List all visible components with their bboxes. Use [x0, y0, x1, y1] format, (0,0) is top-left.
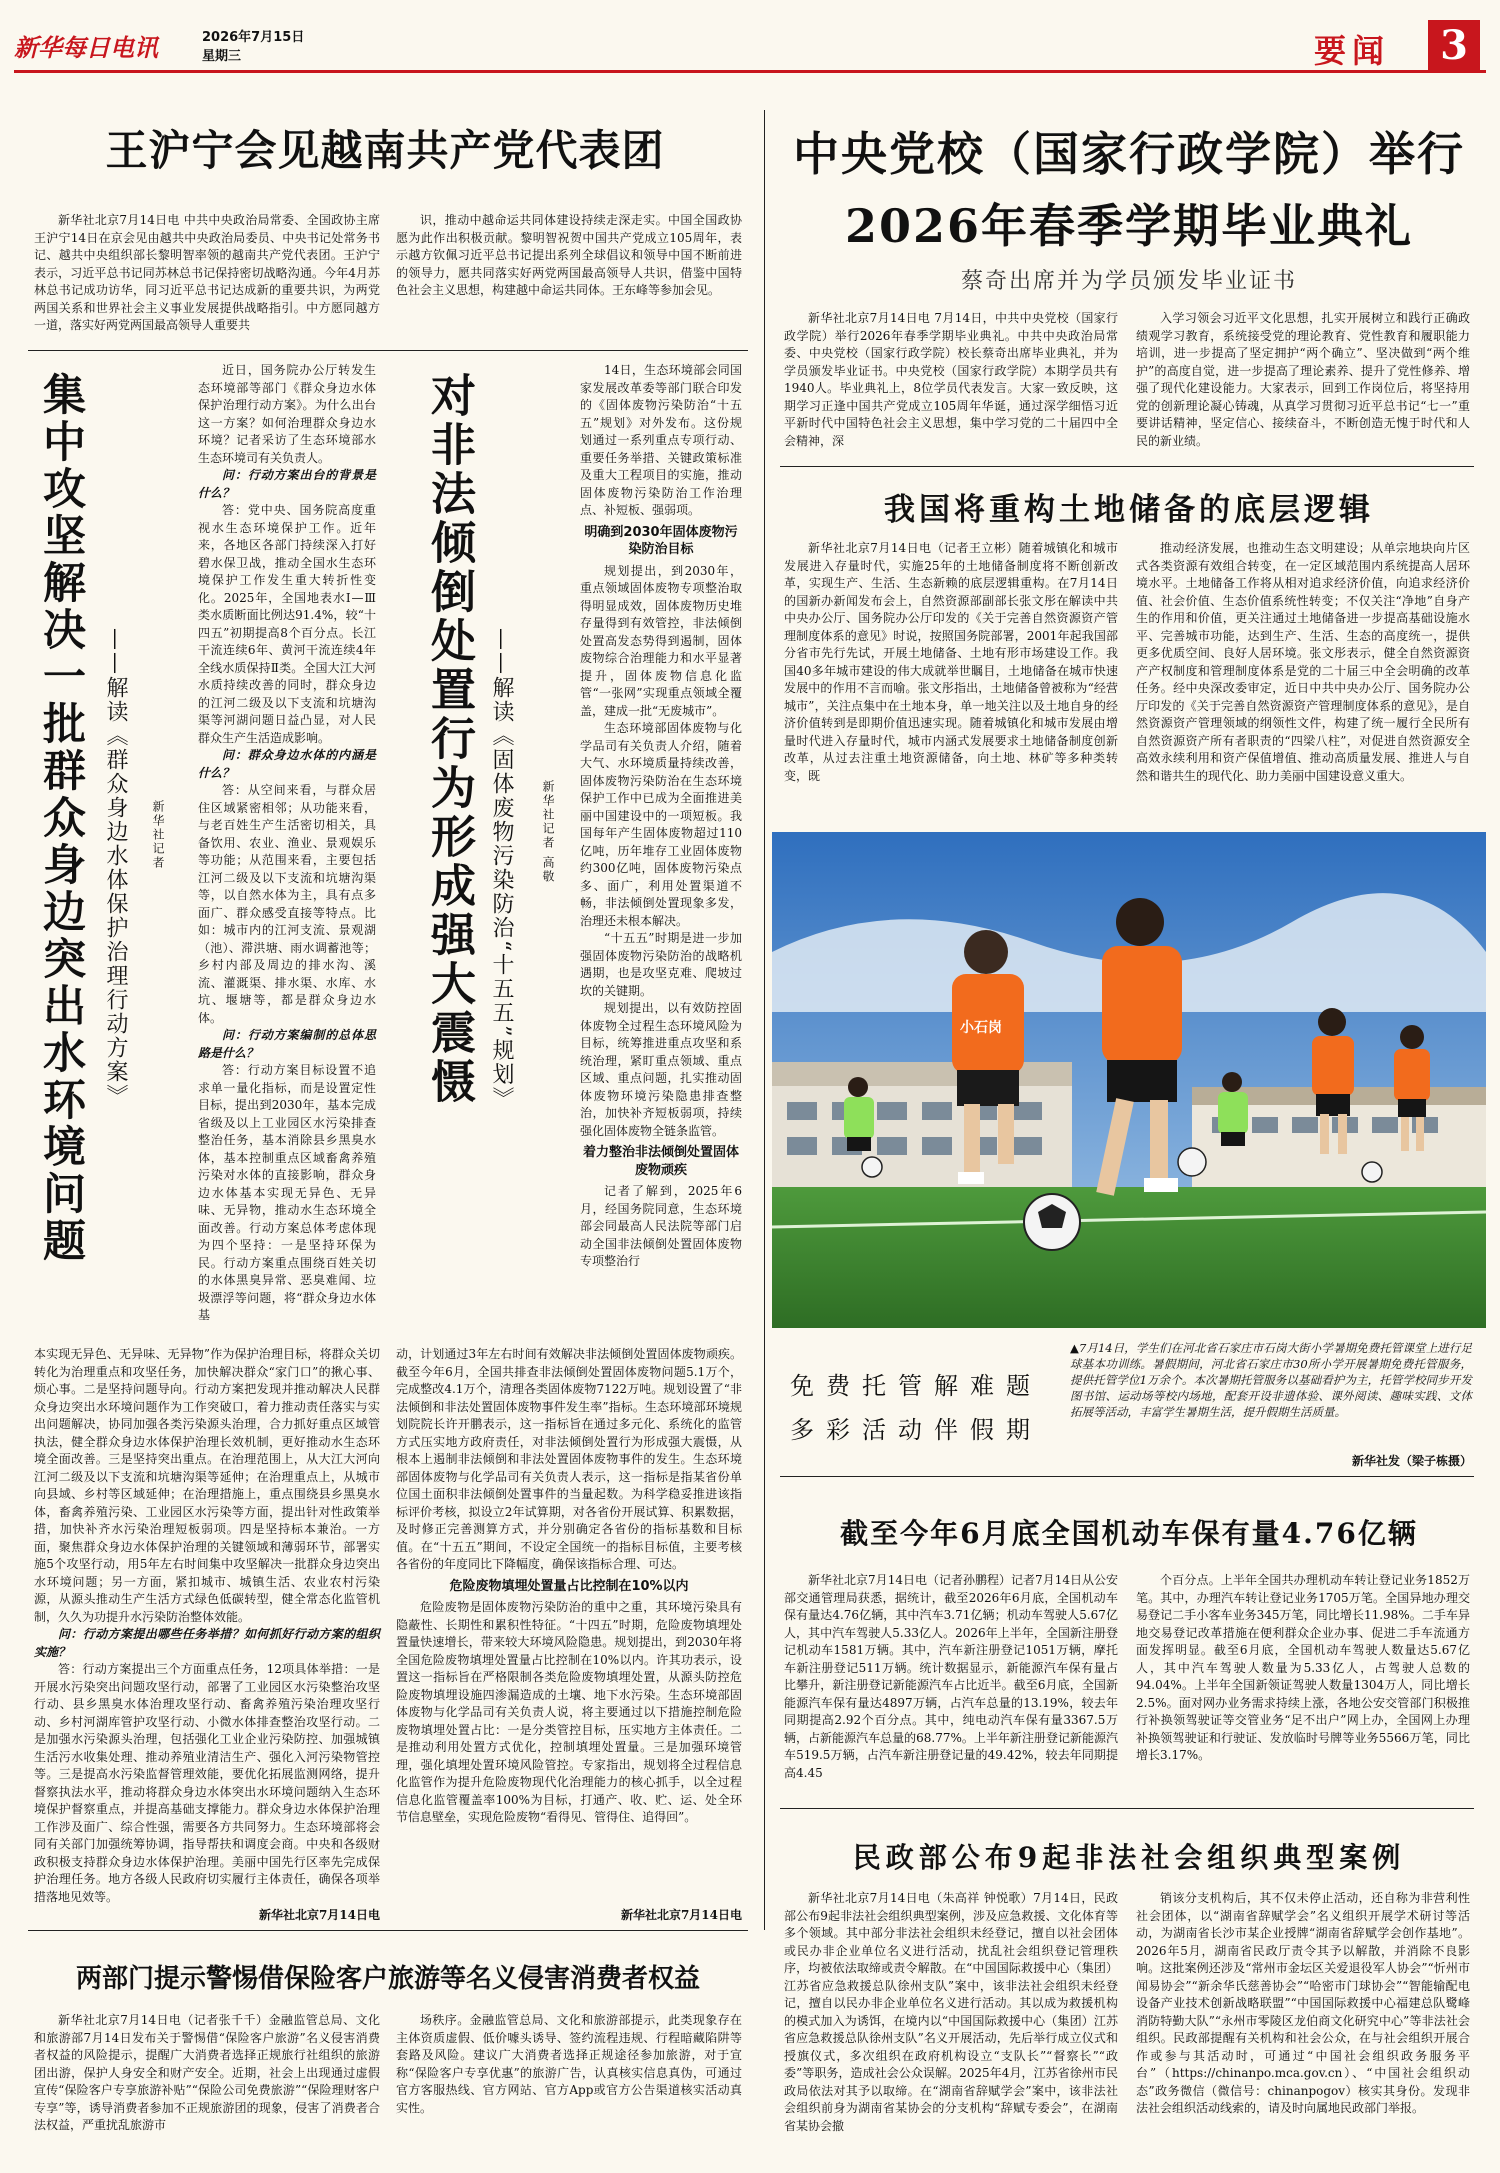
question: 问：行动方案提出哪些任务举措？如何抓好行动方案的组织实施？ [34, 1627, 380, 1659]
article-water-dateline: 新华社北京7月14日电 [258, 1908, 380, 1922]
column-rule-main [764, 110, 765, 1930]
divider-right-3 [780, 1808, 1474, 1809]
masthead-rule [14, 70, 1486, 73]
divider-right-2 [780, 1476, 1474, 1477]
paragraph: 规划提出，以有效防控固体废物全过程生态环境风险为目标，统筹推进重点攻坚和系统治理，紧盯重点领域、重点区域、重点问题，扎实推动固体废物环境污染隐患排查整治，加快补齐短板弱项，持续强化固体废物全链条监管。 [580, 1001, 742, 1138]
article-vehicles-col1: 新华社北京7月14日电（记者孙鹏程）记者7月14日从公安部交通管理局获悉，据统计，截至2026年6月底，全国机动车保有量达4.76亿辆，其中汽车3.71亿辆；机动车驾驶人5.67亿人，其中汽车驾驶人5.33亿人。2026年上半年，全国新注册登记机动车1581万辆。其中，汽车新注册登记1051万辆，摩托车新注册登记511万辆。统计数据显示，新能源汽车保有量占比攀升，新注册登记新能源汽车占比近半。截至6月底，全国新能源汽车保有量达4897万辆，占汽车总量的13.19%，较去年同期提高2.92个百分点。其中，纯电动汽车保有量3367.5万辆，占新能源汽车总量的68.77%。上半年新注册登记新能源汽车519.5万辆，占汽车新注册登记量的49.42%，较去年同期提高4.45 [784, 1573, 1118, 1780]
paragraph: 答：行动方案目标设置不追求单一量化指标，而是设置定性目标，提出到2030年，基本完成省级及以上工业园区水污染排查整治任务，基本消除县乡黑臭水体，基本控制重点区域畜禽养殖污染对水体的直接影响，群众身边水体基本实现无异色、无异味、无异物，推动水生态环境全面改善。行动方案总体考虑体现为四个坚持：一是坚持环保为民。行动方案重点围绕百姓关切的水体黑臭异常、恶臭难闻、垃圾漂浮等问题，将“群众身边水体基 [198, 1063, 376, 1322]
paragraph: “十五五”时期是进一步加强固体废物污染防治的战略机遇期，也是攻坚克难、爬坡过坎的关键期。 [580, 931, 742, 998]
article-water-title: 集中攻坚解决一批群众身边突出水环境问题 [36, 372, 86, 1265]
subheading: 着力整治非法倾倒处置固体废物顽疾 [582, 1145, 739, 1178]
article-insurance-title: 两部门提示警惕借保险客户旅游等名义侵害消费者权益 [75, 1964, 700, 1994]
article-wanghuning-title: 王沪宁会见越南共产党代表团 [105, 126, 665, 175]
page-number: 3 [1440, 22, 1468, 69]
photo-caption-heading-1: 免费托管解难题 [790, 1372, 1042, 1400]
page-number-badge [1428, 20, 1480, 72]
article-water-byline: 新华社记者 [151, 800, 165, 870]
subheading: 危险废物填埋处置量占比控制在10%以内 [449, 1578, 689, 1594]
subheading: 明确到2030年固体废物污染防治目标 [584, 524, 738, 557]
article-insurance-col2: 场秩序。金融监管总局、文化和旅游部提示，此类现象存在主体资质虚假、低价噱头诱导、签约流程违规、行程暗藏陷阱等套路及风险。建议广大消费者选择正规途径参加旅游，对于宣称“保险客户专享优惠”的旅游广告，认真核实信息真伪，可通过官方客服热线、官方网站、官方App或官方公告渠道核实活动真实性。 [396, 2013, 742, 2115]
article-water-body [198, 362, 376, 1344]
article-waste-body-wide [396, 1346, 742, 1894]
photo-illustration [772, 832, 1486, 1328]
question: 问：行动方案出台的背景是什么？ [198, 468, 376, 500]
article-waste-byline: 新华社记者 高敬 [541, 780, 555, 884]
divider-left-2 [28, 1930, 748, 1931]
article-socialorg-title: 民政部公布9起非法社会组织典型案例 [852, 1841, 1406, 1874]
paper-logo: 新华每日电讯 [14, 33, 158, 62]
article-waste-dateline: 新华社北京7月14日电 [620, 1908, 742, 1922]
issue-date: 2026年7月15日 [202, 30, 305, 45]
article-vehicles-title: 截至今年6月底全国机动车保有量4.76亿辆 [840, 1517, 1418, 1550]
article-land-col1: 新华社北京7月14日电（记者王立彬）随着城镇化和城市发展进入存量时代，实施25年的土地储备制度将不断创新改革，实现生产、生活、生态新赖的底层逻辑重构。在7月14日的国新办新闻发布会上，自然资源部副部长张文彤在解读中共中央办公厅、国务院办公厅印发的《关于完善自然资源资产管理制度体系的意见》时说，按照国务院部署，2001年起我国部分省市先行先试，开展土地储备、土地有形市场建设工作。我国40多年城市建设的伟大成就举世瞩目，土地储备在城市快速发展中的作用不言而喻。张文彤指出，土地储备曾被称为“经营城市”，关注点集中在土地本身，单一地关注以及土地自身的经济价值转到是即期价值迅速实现。随着城镇化和城市发展由增量时代进入存量时代，城市内涵式发展要求土地储备制度创新改革，从过去注重土地资源储备，向土地、林矿等多种类转变，既 [784, 541, 1118, 783]
divider-right-1 [780, 466, 1474, 467]
divider-left-1 [28, 350, 748, 351]
paragraph: 本实现无异色、无异味、无异物”作为保护治理目标，将群众关切转化为治理重点和攻坚任务，加快解决群众“家门口”的揪心事、烦心事。二是坚持问题导向。行动方案把发现并推动解决人民群众身边突出水环境问题作为工作突破口，着力推动责任落实与实出问题解决，协同加强各类污染源头治理，合力抓好重点区域管执法，健全群众身边水体保护治理长效机制，更好推动水生态环境全面改善。三是坚持突出重点。在治理范围上，从大江大河向江河二级及以下支流和坑塘沟渠等延伸；在治理重点上，从城市向县域、乡村等区域延伸；在治理措施上，重点围绕县乡黑臭水体，畜禽养殖污染、工业园区水污染等方面，提出针对性政策举措，加快补齐水污染治理短板弱项。四是坚持标本兼治。一方面，聚焦群众身边水体保护治理的关键领域和薄弱环节，部署实施5个攻坚行动，用5年左右时间集中攻坚解决一批群众身边突出水环境问题；另一方面，紧扣城市、城镇生活、农业农村污染源，从源头推动生产生活方式绿色低碳转型，健全常态化监管机制，久久为功提升水污染防治整体效能。 [34, 1347, 380, 1624]
paragraph: 答：党中央、国务院高度重视水生态环境保护工作。近年来，各地区各部门持续深入打好碧水保卫战，推动全国水生态环境保护工作发生重大转折性变化。2025年，全国地表水Ⅰ—Ⅲ类水质断面比例达91.4%，较“十四五”初期提高8个百分点。长江干流连续6年、黄河干流连续4年全线水质保持Ⅱ类。全国大江大河水质持续改善的同时，群众身边的江河二级及以下支流和坑塘沟渠等河湖问题日益凸显，对人民群众生产生活造成影响。 [198, 503, 376, 745]
article-socialorg-col2: 销该分支机构后，其不仅未停止活动，还自称为非营利性社会团体，以“湖南省辞赋学会”名义组织开展学术研讨等活动，为湖南省长沙市某企业授牌“湖南省辞赋学会创作基地”。2026年5月，湖南省民政厅责令其予以解散，并消除不良影响。这批案例还涉及“常州市金坛区关爱退役军人协会”“忻州市闻易协会”“新余华氏慈善协会”“哈密市门球协会”“智能输配电设备产业技术创新战略联盟”“中国国际救援中心福建总队鹭峰消防特勤大队”“永州市零陵区龙伯商文化研究中心”等非法社会组织。民政部提醒有关机构和社会公众，在与社会组织开展合作或参与其活动时，可通过“中国社会组织政务服务平台”（https://chinanpo.mca.gov.cn）、“中国社会组织动态”政务微信（微信号：chinanpogov）核实其身份。发现非法社会组织活动线索的，请及时向属地民政部门举报。 [1136, 1891, 1470, 2115]
paragraph: 规划提出，到2030年，重点领域固体废物专项整治取得明显成效，固体废物历史堆存量得到有效管控，非法倾倒处置高发态势得到遏制，固体废物综合治理能力和水平显著提升，固体废物信息化监管“一张网”实现重点领域全覆盖，建成一批“无废城市”。 [580, 563, 742, 718]
paragraph: 记者了解到，2025年6月，经国务院同意，生态环境部会同最高人民法院等部门启动全国非法倾倒处置固体废物专项整治行 [580, 1184, 742, 1268]
photo-caption: ▲7月14日，学生们在河北省石家庄市石岗大街小学暑期免费托管课堂上进行足球基本功训练。暑假期间，河北省石家庄市30所小学开展暑期免费托管服务，提供托管学位1万余个。本次暑期托管服务以基础看护为主，托管学校同步开发图书馆、运动场等校内场地，配套开设非遗体验、课外阅读、趣味实践、文体拓展等活动，丰富学生暑期生活，提升假期生活质量。 [1070, 1341, 1472, 1419]
article-vehicles-col2: 个百分点。上半年全国共办理机动车转让登记业务1852万笔。其中，办理汽车转让登记业务1705万笔。全国异地办理交易登记二手小客车业务345万笔，同比增长11.98%。二手车异地交易登记改革措施在便利群众企业办事、促进二手车流通方面发挥明显。截至6月底，全国机动车驾驶人数量达5.67亿人，其中汽车驾驶人数量为5.33亿人，占驾驶人总数的94.04%。上半年全国新领证驾驶人数量1304万人，同比增长2.5%。面对网办业务需求持续上涨，各地公安交管部门积极推行补换领驾驶证等交管业务“足不出户”网上办，全国网上办理补换领驾驶证和行驶证、发放临时号牌等业务5566万笔，同比增长3.17%。 [1136, 1573, 1470, 1762]
article-partyschool-title-line2: 2026年春季学期毕业典礼 [844, 199, 1414, 253]
article-water-subtitle: ——解读《群众身边水体保护治理行动方案》 [103, 628, 128, 1108]
article-partyschool-col2: 入学习领会习近平文化思想，扎实开展树立和践行正确政绩观学习教育，系统接受党的理论教育、党性教育和履职能力培训，进一步提高了坚定拥护“两个确立”、坚决做到“两个维护”的高度自觉，进一步提高了理论素养、提升了党性修养、增强了现代化建设能力。大家表示，回到工作岗位后，将坚持用党的创新理论凝心铸魂，从真学习贯彻习近平总书记“七一”重要讲话精神，坚定信心、接续奋斗，不断创造无愧于时代和人民的新业绩。 [1136, 311, 1470, 448]
jersey-text: 小石岗 [960, 1020, 1002, 1036]
paragraph: 答：从空间来看，与群众居住区域紧密相邻；从功能来看，与老百姓生产生活密切相关，具备饮用、农业、渔业、景观娱乐等功能；从范围来看，主要包括江河二级及以下支流和坑塘沟渠等，以自然水体为主，具有点多面广、群众感受直接等特点。比如：城市内的江河支流、景观湖（池）、滞洪塘、雨水调蓄池等；乡村内部及周边的排水沟、溪流、灌溉渠、排水渠、水库、水坑、堰塘等，都是群众身边水体。 [198, 783, 376, 1025]
paragraph: 近日，国务院办公厅转发生态环境部等部门《群众身边水体保护治理行动方案》。为什么出台这一方案？如何治理群众身边水环境？记者采访了生态环境部水生态环境司有关负责人。 [198, 363, 376, 465]
section-name: 要闻 [1314, 32, 1391, 70]
paragraph: 动，计划通过3年左右时间有效解决非法倾倒处置固体废物顽疾。截至今年6月，全国共排查非法倾倒处置固体废物问题5.1万个，完成整改4.1万个，清理各类固体废物7122万吨。规划设置了“非法倾倒和非法处置固体废物事件发生率”指标。生态环境部环境规划院院长许开鹏表示，这一指标旨在通过多元化、系统化的监管方式压实地方政府责任，对非法倾倒处置行为形成强大震慑，从根本上遏制非法倾倒和非法处置固体废物事件的发生。生态环境部固体废物与化学品司有关负责人表示，这一指标是指某省份单位国土面积非法倾倒处置事件的当量起数。为科学稳妥推进该指标评价考核，拟设立2年试算期，对各省份开展试算、积累数据，及时修正完善测算方式，并分别确定各省份的指标基数和目标值。在“十五五”期间，不设定全国统一的指标目标值，主要考核各省份的年度同比下降幅度，确保该指标合理、可达。 [396, 1347, 742, 1571]
question: 问：群众身边水体的内涵是什么？ [198, 748, 376, 780]
paragraph: 答：行动方案提出三个方面重点任务，12项具体举措：一是开展水污染突出问题攻坚行动，部署了工业园区水污染整治攻坚行动、县乡黑臭水体治理攻坚行动、畜禽养殖污染治理攻坚行动、乡村河湖库管护攻坚行动、小微水体排查整治攻坚行动。二是加强水污染源头治理，包括强化工业企业污染防控、加强城镇生活污水收集处理、推动养殖业清洁生产、强化入河污染物管控等。三是提高水污染监督管理效能，要优化拓展监测网络，提升督察执法水平，推动将群众身边水体突出水环境问题纳入生态环境保护督察重点，并提高基础支撑能力。群众身边水体保护治理工作涉及面广、综合性强，需要各方共同努力。生态环境部将会同有关部门加强统筹协调，指导帮扶和调度会商。中央和各级财政积极支持群众身边水体保护治理。美丽中国先行区率先完成保护治理任务。地方各级人民政府切实履行主体责任，确保各项举措落地见效等。 [34, 1662, 380, 1904]
article-waste-body [580, 362, 742, 1344]
issue-weekday: 星期三 [202, 49, 242, 64]
photo-credit: 新华社发（梁子栋摄） [1351, 1454, 1472, 1468]
article-land-title: 我国将重构土地储备的底层逻辑 [884, 492, 1374, 528]
paragraph: 危险废物是固体废物污染防治的重中之重，其环境污染具有隐蔽性、长期性和累积性特征。“十四五”时期，危险废物填埋处置量快速增长，带来较大环境风险隐患。规划提出，到2030年将全国危险废物填埋处置量占比控制在10%以内。许其功表示，设置这一指标旨在严格限制各类危险废物填埋处置，从源头防控危险废物填埋设施四渗漏造成的土壤、地下水污染。生态环境部固体废物与化学品司有关负责人说，将主要通过以下措施控制危险废物填埋处置占比：一是分类管控目标，压实地方主体责任。二是推动利用处置方式优化，控制填埋处置量。三是加强环境管理，强化填埋处置环境风险管控。专家指出，规划将全过程信息化监管作为提升危险废物现代化治理能力的核心抓手，以全过程信息化监管覆盖率100%为目标，打通产、收、贮、运、处全环节信息壁垒，实现危险废物“看得见、管得住、追得回”。 [396, 1600, 742, 1824]
article-insurance-col1: 新华社北京7月14日电（记者张千千）金融监管总局、文化和旅游部7月14日发布关于警惕借“保险客户旅游”名义侵害消费者权益的风险提示，提醒广大消费者选择正规旅行社组织的旅游团出游，保护人身安全和财产安全。近期，社会上出现通过虚假宣传“保险客户专享旅游补贴”“保险公司免费旅游”“保险理财客户专享”等，诱导消费者参加不正规旅游团的现象，侵害了消费者合法权益，严重扰乱旅游市 [34, 2013, 380, 2132]
article-waste-title: 对非法倾倒处置行为形成强大震慑 [423, 372, 476, 1107]
article-partyschool-col1: 新华社北京7月14日电 7月14日，中共中央党校（国家行政学院）举行2026年春季学期毕业典礼。中共中央政治局常委、中央党校（国家行政学院）校长蔡奇出席毕业典礼，并为学员颁发毕业证书。中央党校（国家行政学院）本期学员共有1940人。毕业典礼上，8位学员代表发言。大家一致反映，这期学习正逢中国共产党成立105周年华诞，通过深学细悟习近平新时代中国特色社会主义思想，集中学习党的二十届四中全会精神，深 [784, 311, 1118, 448]
paragraph: 14日，生态环境部会同国家发展改革委等部门联合印发的《固体废物污染防治“十五五”规划》对外发布。这份规划通过一系列重点专项行动、重要任务举措、关键政策标准及重大工程项目的实施，推动固体废物污染防治工作治理点、补短板、强弱项。 [580, 363, 742, 517]
football-training-photo [772, 832, 1486, 1328]
article-water-body-wide [34, 1346, 380, 1904]
masthead [14, 18, 1486, 68]
question: 问：行动方案编制的总体思路是什么？ [198, 1028, 376, 1060]
article-waste-subtitle: ——解读《固体废物污染防治“十五五”规划》 [489, 628, 514, 1111]
article-partyschool-title-line1: 中央党校（国家行政学院）举行 [793, 127, 1465, 181]
article-wanghuning-col2: 识，推动中越命运共同体建设持续走深走实。中国全国政协愿为此作出积极贡献。黎明智祝贺中国共产党成立105周年，表示越方钦佩习近平总书记提出系列全球倡议和领导中国不断前进的领导力，愿共同落实好两党两国最高领导人共识，借鉴中国特色社会主义思想，构建越中命运共同体。王东峰等参加会见。 [396, 213, 742, 297]
article-land-col2: 推动经济发展，也推动生态文明建设；从单宗地块向片区式各类资源有效组合转变，在一定区域范围内系统提高人居环境水平。土地储备工作将从相对追求经济价值，向追求经济价值、社会价值、生态价值系统性转变；不仅关注“净地”自身产生的作用和价值，更关注通过土地储备进一步提高基础设施水平、完善城市功能，达到生产、生活、生态的高度统一，提供更多优质空间、良好人居环境。张文彤表示，健全自然资源资产产权制度和管理制度体系是党的二十届三中全会明确的改革任务。经中央深改委审定，近日中共中央办公厅、国务院办公厅印发的《关于完善自然资源资产管理制度体系的意见》，是自然资源资产管理领域的纲领性文件，构建了统一履行全民所有自然资源资产所有者职责的“四梁八柱”，对促进自然资源安全高效永续利用和资产保值增值、推动高质量发展、推进人与自然和谐共生的现代化、助力美丽中国建设意义重大。 [1136, 541, 1470, 783]
photo-caption-heading-2: 多彩活动伴假期 [790, 1416, 1042, 1444]
paragraph: 生态环境部固体废物与化学品司有关负责人介绍，随着大气、水环境质量持续改善，固体废物污染防治在生态环境保护工作中已成为全面推进美丽中国建设中的一项短板。我国每年产生固体废物超过110亿吨，历年堆存工业固体废物约300亿吨，固体废物污染点多、面广，利用处置渠道不畅，非法倾倒处置现象多发，治理还未根本解决。 [580, 721, 742, 928]
article-partyschool-subtitle: 蔡奇出席并为学员颁发毕业证书 [960, 269, 1297, 294]
article-socialorg-col1: 新华社北京7月14日电（朱高祥 钟悦歌）7月14日，民政部公布9起非法社会组织典型案例，涉及应急救援、文化体育等多个领域。其中部分非法社会组织未经登记，擅自以社会团体或民办非企业单位名义进行活动，扰乱社会组织登记管理秩序，均被依法取缔或责令解散。在“中国国际救援中心（集团）江苏省应急救援总队徐州支队”案中，该非法社会组织未经登记，擅自以民办非企业单位名义进行活动。其以成为救援机构的模式加入为诱饵，在境内以“中国国际救援中心（集团）江苏省应急救援总队徐州支队”名义开展活动，先后举行成立仪式和授旗仪式，多次组织在政府机构设立“支队长”“督察长”“政委”等职务，造成社会公众误解。2025年4月，江苏省徐州市民政局依法对其予以取缔。在“湖南省辞赋学会”案中，该非法社会组织前身为湖南省某协会的分支机构“辞赋专委会”，在湖南省某协会撤 [784, 1891, 1118, 2133]
article-wanghuning-col1: 新华社北京7月14日电 中共中央政治局常委、全国政协主席王沪宁14日在京会见由越共中央政治局委员、中央书记处常务书记、越共中央组织部长黎明智率领的越南共产党代表团。王沪宁表示，习近平总书记同苏林总书记保持密切战略沟通。今年4月苏林总书记成功访华，同习近平总书记达成新的重要共识，为两党两国关系和世界社会主义事业发展提供战略指引。中方愿同越方一道，落实好两党两国最高领导人重要共 [34, 213, 380, 332]
